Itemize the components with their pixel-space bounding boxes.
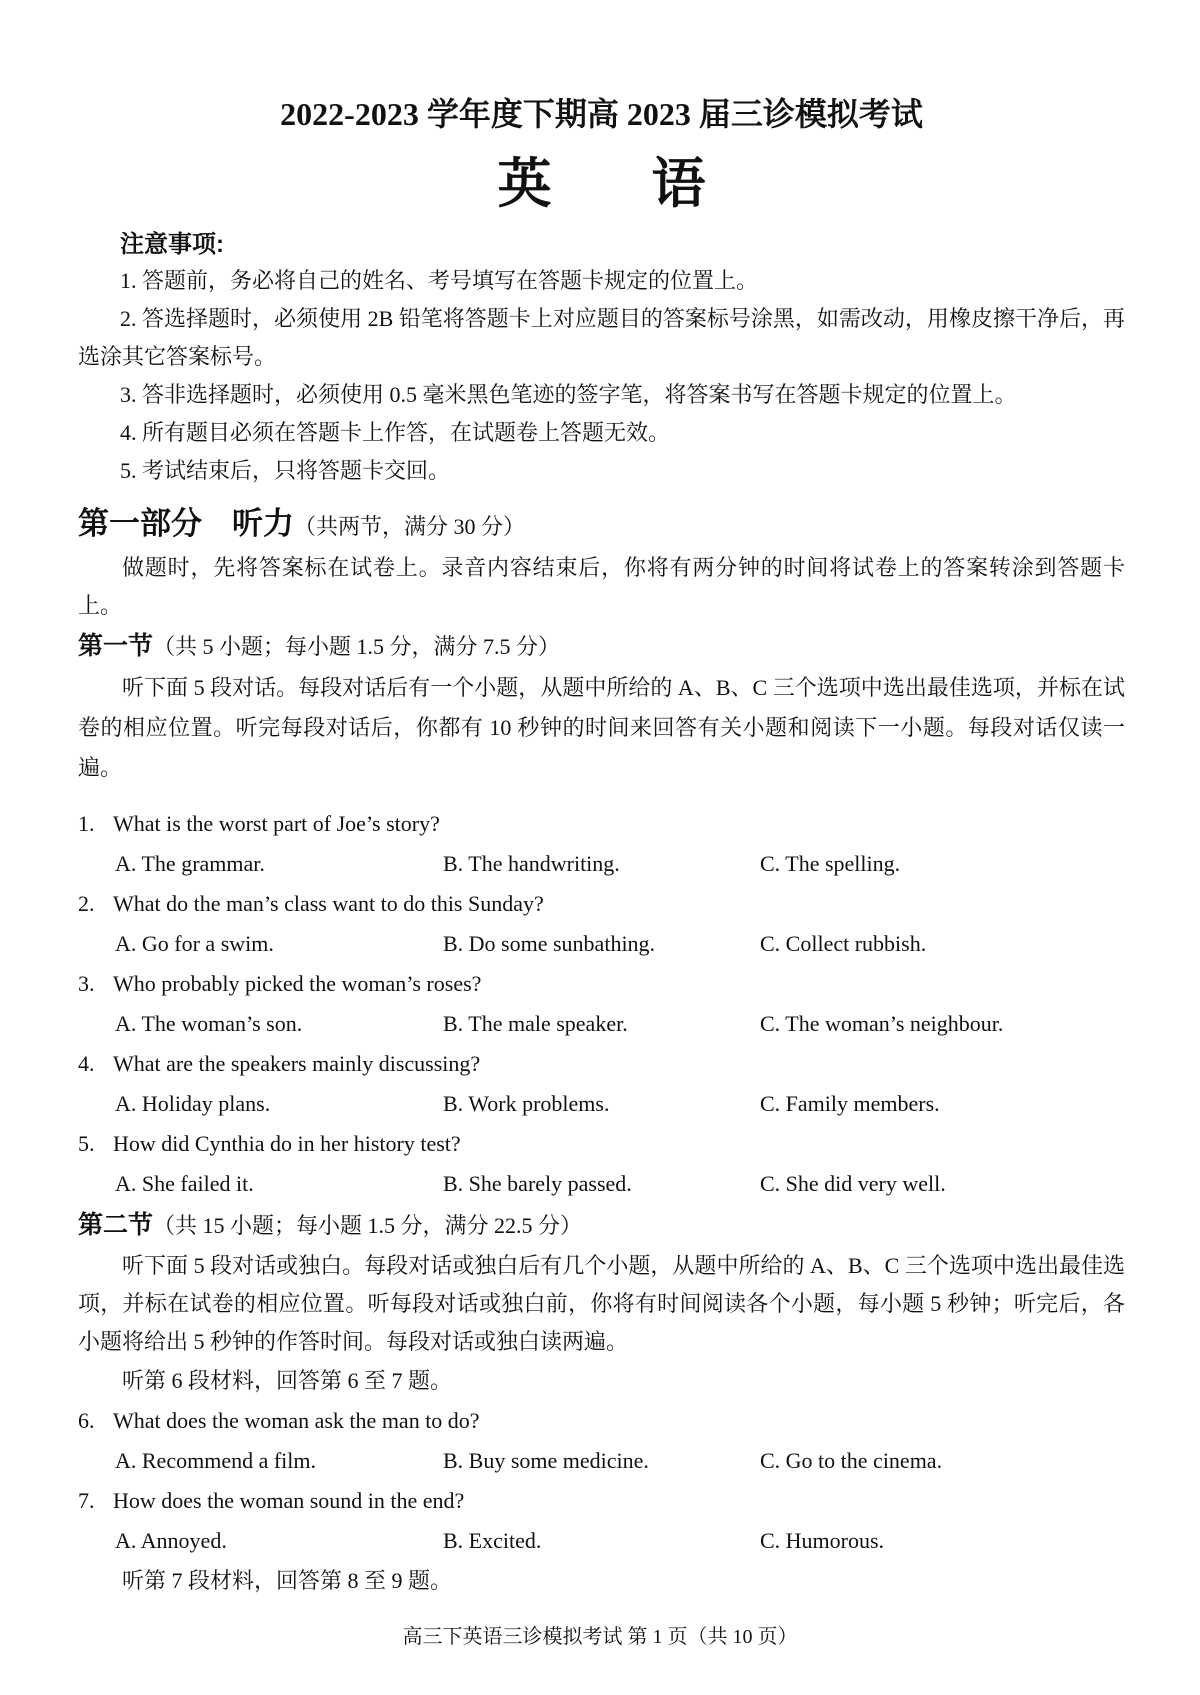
section1-heading-note: （共 5 小题；每小题 1.5 分，满分 7.5 分） — [153, 634, 561, 659]
section2-intro: 听下面 5 段对话或独白。每段对话或独白后有几个小题，从题中所给的 A、B、C 三个选项中选出最佳选项，并标在试卷的相应位置。听每段对话或独白前，你将有时间阅读各个小题，每小题 5 秒钟；听完后，各小题将给出 5 秒钟的作答时间。每段对话或独白读两遍。 — [78, 1253, 1125, 1354]
question-2-option-a: A. Go for a swim. — [115, 931, 274, 956]
question-4 — [78, 1044, 1125, 1084]
subject-char-2: 语 — [651, 154, 706, 214]
question-5-option-a: A. She failed it. — [115, 1171, 254, 1196]
question-3-option-a: A. The woman’s son. — [115, 1011, 303, 1036]
question-2-number: 2. — [78, 891, 95, 916]
question-4-option-b: B. Work problems. — [443, 1091, 610, 1116]
part1-intro: 做题时，先将答案标在试卷上。录音内容结束后，你将有两分钟的时间将试卷上的答案转涂到答题卡上。 — [78, 555, 1125, 618]
question-3 — [78, 964, 1125, 1004]
question-5-number: 5. — [78, 1131, 95, 1156]
question-4-option-a: A. Holiday plans. — [115, 1091, 271, 1116]
part1-heading-topic: 听力 — [232, 506, 294, 541]
question-1-number: 1. — [78, 811, 95, 836]
question-3-number: 3. — [78, 971, 95, 996]
question-4-options — [78, 1084, 1125, 1124]
page-footer: 高三下英语三诊模拟考试 第 1 页（共 10 页） — [402, 1626, 798, 1648]
notice-item-2: 2. 答选择题时，必须使用 2B 铅笔将答题卡上对应题目的答案标号涂黑，如需改动，用橡皮擦干净后，再选涂其它答案标号。 — [78, 306, 1125, 369]
section1-questions — [78, 804, 1125, 1204]
question-1-option-b: B. The handwriting. — [443, 851, 620, 876]
question-2-option-b: B. Do some sunbathing. — [443, 931, 656, 956]
question-5-options — [78, 1164, 1125, 1204]
exam-title: 2022-2023 学年度下期高 2023 届三诊模拟考试 — [280, 96, 923, 132]
question-3-text: Who probably picked the woman’s roses? — [113, 971, 482, 996]
subject-title — [78, 152, 1125, 216]
question-1-text: What is the worst part of Joe’s story? — [113, 811, 440, 836]
question-7-number: 7. — [78, 1488, 95, 1513]
subject-char-1: 英 — [497, 154, 552, 214]
question-6-options — [78, 1441, 1125, 1481]
question-5-option-c: C. She did very well. — [760, 1171, 946, 1196]
question-1-option-a: A. The grammar. — [115, 851, 265, 876]
question-7-text: How does the woman sound in the end? — [113, 1488, 465, 1513]
question-1-option-c: C. The spelling. — [760, 851, 901, 876]
notice-item-1: 1. 答题前，务必将自己的姓名、考号填写在答题卡规定的位置上。 — [120, 268, 759, 293]
question-7-option-b: B. Excited. — [443, 1528, 542, 1553]
part1-heading-label: 第一部分 — [78, 506, 202, 541]
section1-heading — [78, 625, 1125, 668]
notice-item-5: 5. 考试结束后，只将答题卡交回。 — [120, 458, 451, 483]
question-1 — [78, 804, 1125, 844]
question-2 — [78, 884, 1125, 924]
question-4-number: 4. — [78, 1051, 95, 1076]
question-3-option-c: C. The woman’s neighbour. — [760, 1011, 1004, 1036]
question-3-options — [78, 1004, 1125, 1044]
section2-heading-label: 第二节 — [78, 1211, 154, 1239]
question-4-text: What are the speakers mainly discussing? — [113, 1051, 481, 1076]
question-4-option-c: C. Family members. — [760, 1091, 940, 1116]
question-6 — [78, 1401, 1125, 1441]
material-6-line: 听第 6 段材料，回答第 6 至 7 题。 — [122, 1368, 453, 1393]
question-3-option-b: B. The male speaker. — [443, 1011, 628, 1036]
section2-questions — [78, 1401, 1125, 1561]
question-7-option-a: A. Annoyed. — [115, 1528, 227, 1553]
question-5-option-b: B. She barely passed. — [443, 1171, 632, 1196]
question-5 — [78, 1124, 1125, 1164]
question-7 — [78, 1481, 1125, 1521]
notice-item-4: 4. 所有题目必须在答题卡上作答，在试题卷上答题无效。 — [120, 420, 671, 445]
question-6-option-b: B. Buy some medicine. — [443, 1448, 649, 1473]
part1-heading-note: （共两节，满分 30 分） — [294, 514, 526, 539]
question-6-option-c: C. Go to the cinema. — [760, 1448, 943, 1473]
notices-heading: 注意事项: — [120, 231, 224, 258]
section2-heading — [78, 1204, 1125, 1247]
part1-heading — [78, 502, 1125, 549]
question-2-text: What do the man’s class want to do this Sunday? — [113, 891, 544, 916]
question-2-option-c: C. Collect rubbish. — [760, 931, 927, 956]
question-2-options — [78, 924, 1125, 964]
section2-heading-note: （共 15 小题；每小题 1.5 分，满分 22.5 分） — [153, 1213, 583, 1238]
material-7-line: 听第 7 段材料，回答第 8 至 9 题。 — [122, 1568, 453, 1593]
question-1-options — [78, 844, 1125, 884]
question-6-number: 6. — [78, 1408, 95, 1433]
section1-intro: 听下面 5 段对话。每段对话后有一个小题，从题中所给的 A、B、C 三个选项中选出最佳选项，并标在试卷的相应位置。听完每段对话后，你都有 10 秒钟的时间来回答有关小题和阅读下一小题。每段对话仅读一遍。 — [78, 675, 1125, 780]
notice-item-3: 3. 答非选择题时，必须使用 0.5 毫米黑色笔迹的签字笔，将答案书写在答题卡规定的位置上。 — [120, 382, 1017, 407]
section1-heading-label: 第一节 — [78, 632, 154, 660]
question-6-option-a: A. Recommend a film. — [115, 1448, 317, 1473]
question-6-text: What does the woman ask the man to do? — [113, 1408, 480, 1433]
question-5-text: How did Cynthia do in her history test? — [113, 1131, 461, 1156]
question-7-options — [78, 1521, 1125, 1561]
question-7-option-c: C. Humorous. — [760, 1528, 885, 1553]
